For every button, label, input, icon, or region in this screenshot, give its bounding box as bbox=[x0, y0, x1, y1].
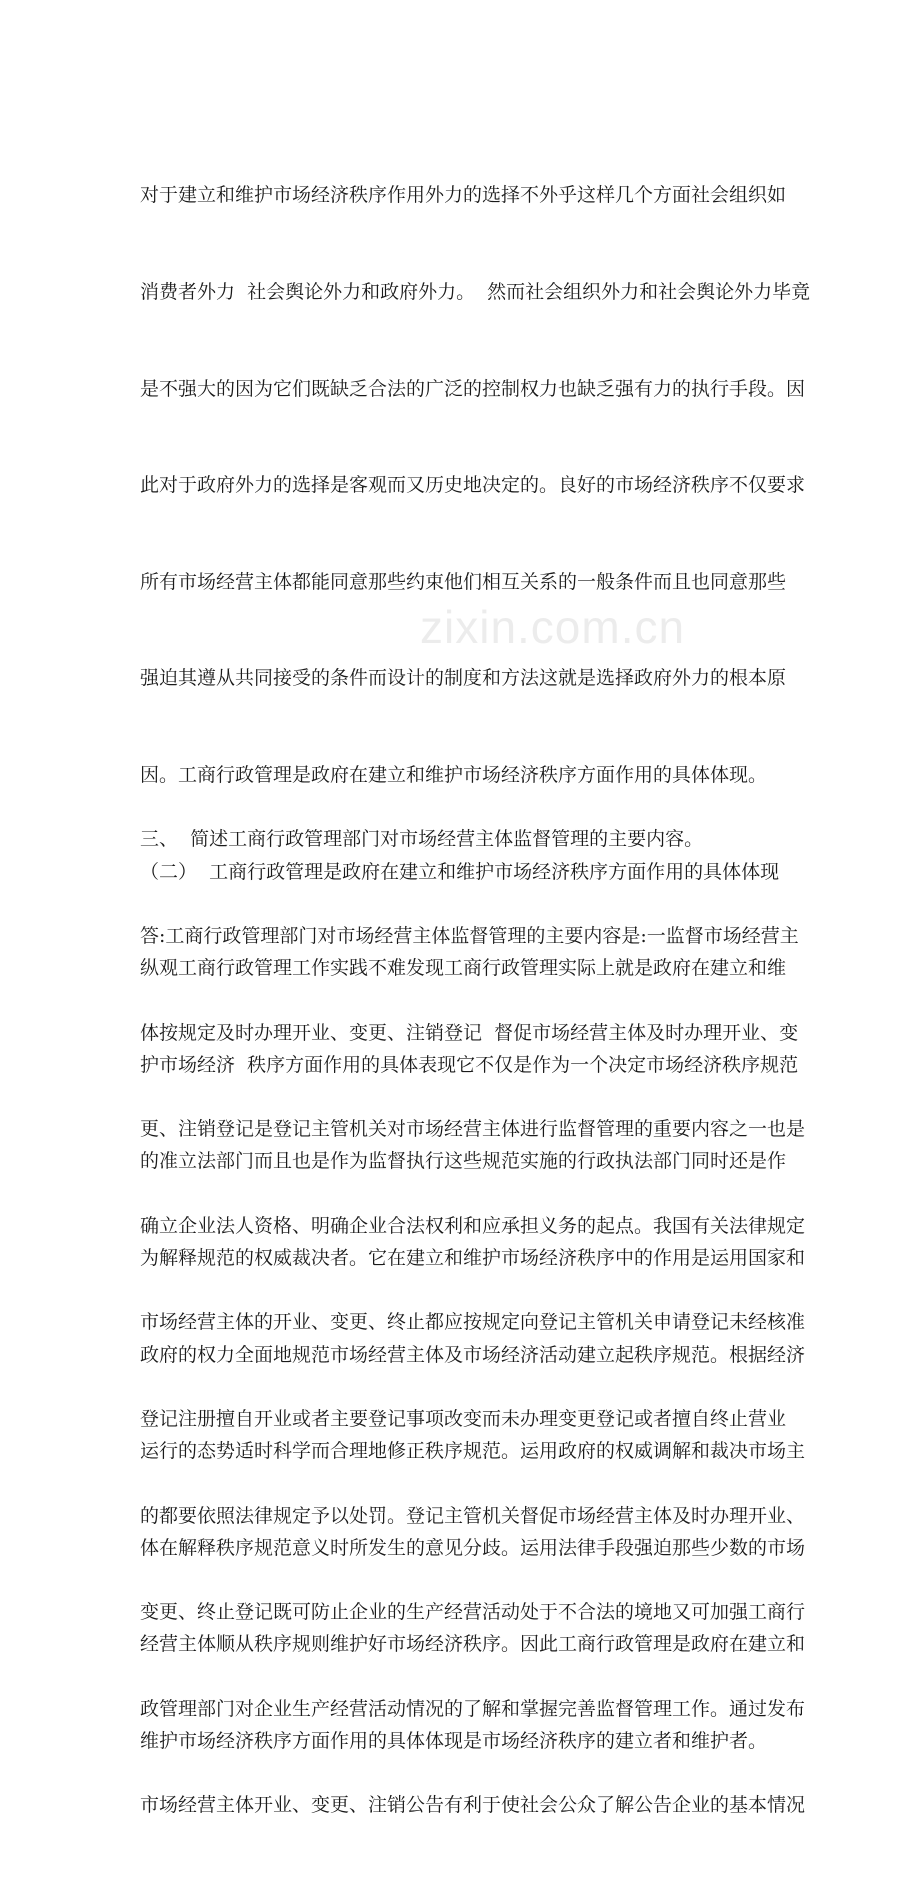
question-heading: 三、 简述工商行政管理部门对市场经营主体监督管理的主要内容。 bbox=[140, 828, 704, 851]
text-line: 答:工商行政管理部门对市场经营主体监督管理的主要内容是:一监督市场经营主 bbox=[140, 925, 799, 947]
text-line: 政府的权力全面地规范市场经营主体及市场经济活动建立起秩序规范。根据经济 bbox=[140, 1343, 806, 1366]
text-line: 的都要依照法律规定予以处罚。登记主管机关督促市场经营主体及时办理开业、 bbox=[140, 1504, 806, 1527]
section-supervision-content bbox=[140, 759, 806, 1886]
text-line: 此对于政府外力的选择是客观而又历史地决定的。良好的市场经济秩序不仅要求 bbox=[140, 474, 806, 497]
text-line: 运行的态势适时科学而合理地修正秩序规范。运用政府的权威调解和裁决市场主 bbox=[140, 1440, 806, 1463]
text-line: 市场经营主体开业、变更、注销公告有利于使社会公众了解公告企业的基本情况 bbox=[140, 1794, 806, 1817]
text-line: 因。工商行政管理是政府在建立和维护市场经济秩序方面作用的具体体现。 bbox=[140, 763, 768, 786]
text-line: 体按规定及时办理开业、变更、注销登记 督促市场经营主体及时办理开业、变 bbox=[140, 1021, 799, 1044]
text-line: 纵观工商行政管理工作实践不难发现工商行政管理实际上就是政府在建立和维 bbox=[140, 957, 787, 980]
text-line: 确立企业法人资格、明确企业合法权利和应承担义务的起点。我国有关法律规定 bbox=[140, 1214, 806, 1237]
text-line: 护市场经济 秩序方面作用的具体表现它不仅是作为一个决定市场经济秩序规范 bbox=[140, 1053, 799, 1076]
text-line: 维护市场经济秩序方面作用的具体体现是市场经济秩序的建立者和维护者。 bbox=[140, 1729, 768, 1752]
text-line: 市场经营主体的开业、变更、终止都应按规定向登记主管机关申请登记未经核准 bbox=[140, 1311, 806, 1334]
text-line: 体在解释秩序规范意义时所发生的意见分歧。运用法律手段强迫那些少数的市场 bbox=[140, 1536, 806, 1559]
text-line: 登记注册擅自开业或者主要登记事项改变而未办理变更登记或者擅自终止营业 bbox=[140, 1407, 787, 1430]
text-line: 经营主体顺从秩序规则维护好市场经济秩序。因此工商行政管理是政府在建立和 bbox=[140, 1633, 806, 1656]
text-line: 是不强大的因为它们既缺乏合法的广泛的控制权力也缺乏强有力的执行手段。因 bbox=[140, 377, 806, 400]
text-line: 为解释规范的权威裁决者。它在建立和维护市场经济秩序中的作用是运用国家和 bbox=[140, 1246, 806, 1269]
subsection-heading: （二） 工商行政管理是政府在建立和维护市场经济秩序方面作用的具体体现 bbox=[140, 860, 780, 883]
text-line: 对于建立和维护市场经济秩序作用外力的选择不外乎这样几个方面社会组织如 bbox=[140, 184, 787, 207]
text-line: 政管理部门对企业生产经营活动情况的了解和掌握完善监督管理工作。通过发布 bbox=[140, 1697, 806, 1720]
text-line: 所有市场经营主体都能同意那些约束他们相互关系的一般条件而且也同意那些 bbox=[140, 570, 787, 593]
text-line: 更、注销登记是登记主管机关对市场经营主体进行监督管理的重要内容之一也是 bbox=[140, 1118, 806, 1141]
text-line: 变更、终止登记既可防止企业的生产经营活动处于不合法的境地又可加强工商行 bbox=[140, 1601, 806, 1624]
text-line: 消费者外力 社会舆论外力和政府外力。 然而社会组织外力和社会舆论外力毕竟 bbox=[140, 281, 811, 303]
text-line: 的准立法部门而且也是作为监督执行这些规范实施的行政执法部门同时还是作 bbox=[140, 1150, 787, 1173]
watermark: zixin.com.cn bbox=[420, 601, 686, 653]
text-line: 强迫其遵从共同接受的条件而设计的制度和方法这就是选择政府外力的根本原 bbox=[140, 667, 787, 690]
